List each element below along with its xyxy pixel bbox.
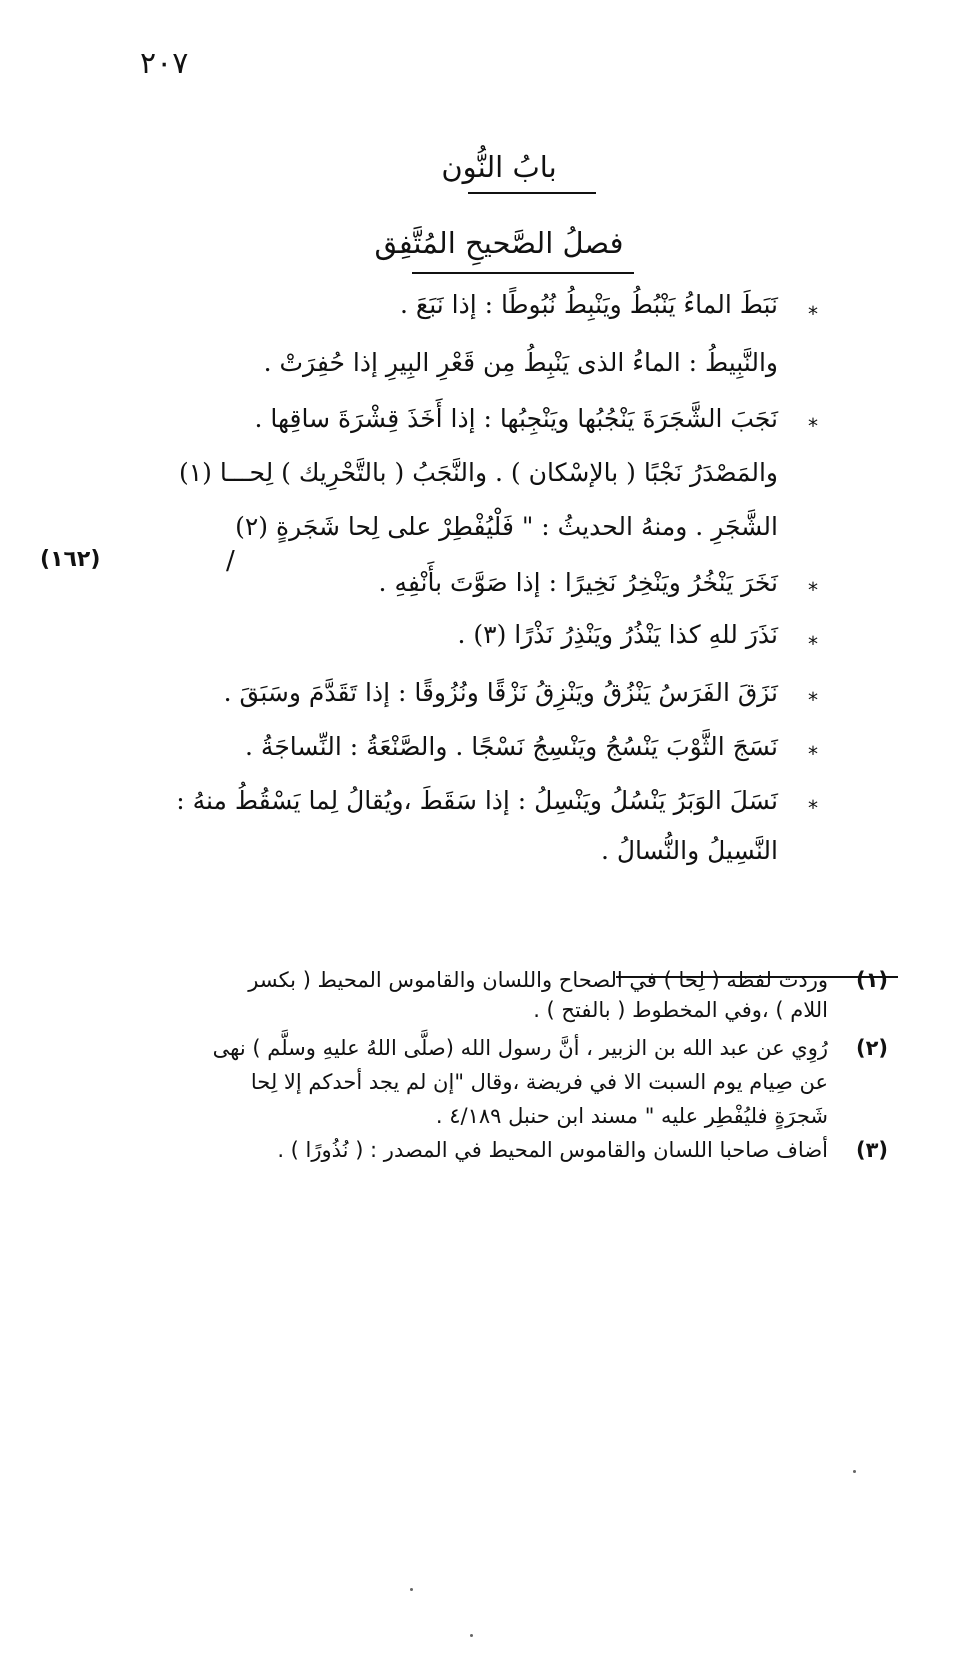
entry-line: نَسَجَ الثَّوْبَ يَنْسُجُ ويَنْسِجُ نَسْجًا . والصَّنْعَةُ : النِّساجَةُ . — [245, 732, 778, 761]
chapter-heading: بابُ النُّون — [441, 150, 557, 184]
entry-line: نَخَرَ يَنْخُرُ ويَنْخِرُ نَخِيرًا : إذا صَوَّتَ بأَنْفِهِ . — [378, 568, 778, 597]
entry-bullet: * — [808, 796, 818, 820]
scan-speck — [410, 1588, 413, 1591]
entry-bullet: * — [808, 742, 818, 766]
entry-line: نَبَطَ الماءُ يَنْبُطُ ويَنْبِطُ نُبُوطًا : إذا نَبَعَ . — [400, 290, 778, 319]
entry-line: نَذَرَ للهِ كذا يَنْذُرُ ويَنْذِرُ نَذْرًا (٣) . — [457, 620, 778, 649]
scan-speck — [470, 1634, 473, 1637]
footnote-line: اللام ) ،وفي المخطوط ( بالفتح ) . — [533, 998, 828, 1022]
page-number: ٢٠٧ — [140, 46, 189, 81]
footnote-number: (١) — [855, 968, 888, 992]
footnote-number: (٢) — [855, 1036, 888, 1060]
entry-bullet: * — [808, 302, 818, 326]
scan-speck — [853, 1470, 856, 1473]
entry-line: والمَصْدَرُ نَجْبًا ( بالإسْكان ) . والنَّجَبُ ( بالتَّحْرِيك ) لِحـــا (١) — [178, 458, 778, 487]
footnote-line: رُوِي عن عبد الله بن الزبير ، أنَّ رسول الله (صلَّى اللهُ عليهِ وسلَّم ) نهى — [212, 1036, 828, 1060]
entry-bullet: * — [808, 578, 818, 602]
entry-line: النَّسِيلُ والنُّسالُ . — [601, 836, 778, 865]
entry-line: نَسَلَ الوَبَرُ يَنْسُلُ ويَنْسِلُ : إذا سَقَطَ ،ويُقالُ لِما يَسْقُطُ منهُ : — [176, 786, 778, 815]
entry-bullet: * — [808, 632, 818, 656]
entry-line: الشَّجَرِ . ومنهُ الحديثُ : " فَلْيُفْطِرْ على لِحا شَجَرةٍ (٢) — [235, 512, 778, 541]
margin-slash: / — [226, 546, 235, 576]
footnote-line: عن صِيام يوم السبت الا في فريضة ،وقال "إن لم يجد أحدكم إلا لِحا — [250, 1070, 828, 1094]
entry-bullet: * — [808, 688, 818, 712]
margin-folio-note: (١٦٢) — [40, 547, 101, 572]
chapter-heading-underline — [468, 192, 596, 194]
entry-bullet: * — [808, 414, 818, 438]
entry-line: نَجَبَ الشَّجَرَةَ يَنْجُبُها ويَنْجِبُها : إذا أَخَذَ قِشْرَةَ ساقِها . — [254, 404, 778, 433]
footnote-line: وردت لفظة ( لِحا ) في الصحاح واللسان والقاموس المحيط ( بكسر — [248, 968, 828, 992]
entry-line: نَزَقَ الفَرَسُ يَنْزُقُ ويَنْزِقُ نَزْقًا ونُزُوقًا : إذا تَقَدَّمَ وسَبَقَ . — [223, 678, 778, 707]
footnote-number: (٣) — [855, 1138, 888, 1162]
section-heading-underline — [412, 272, 634, 274]
footnote-line: شَجرَةٍ فليُفْطِر عليه " مسند ابن حنبل ٤/١٨٩ . — [435, 1104, 828, 1128]
entry-line: والنَّبِيطُ : الماءُ الذى يَنْبِطُ مِن قَعْرِ البِيرِ إذا حُفِرَتْ . — [263, 348, 778, 377]
section-heading: فصلُ الصَّحيحِ المُتَّفِق — [374, 226, 624, 260]
footnote-line: أضاف صاحبا اللسان والقاموس المحيط في المصدر : ( نُذُورًا ) . — [277, 1138, 828, 1162]
